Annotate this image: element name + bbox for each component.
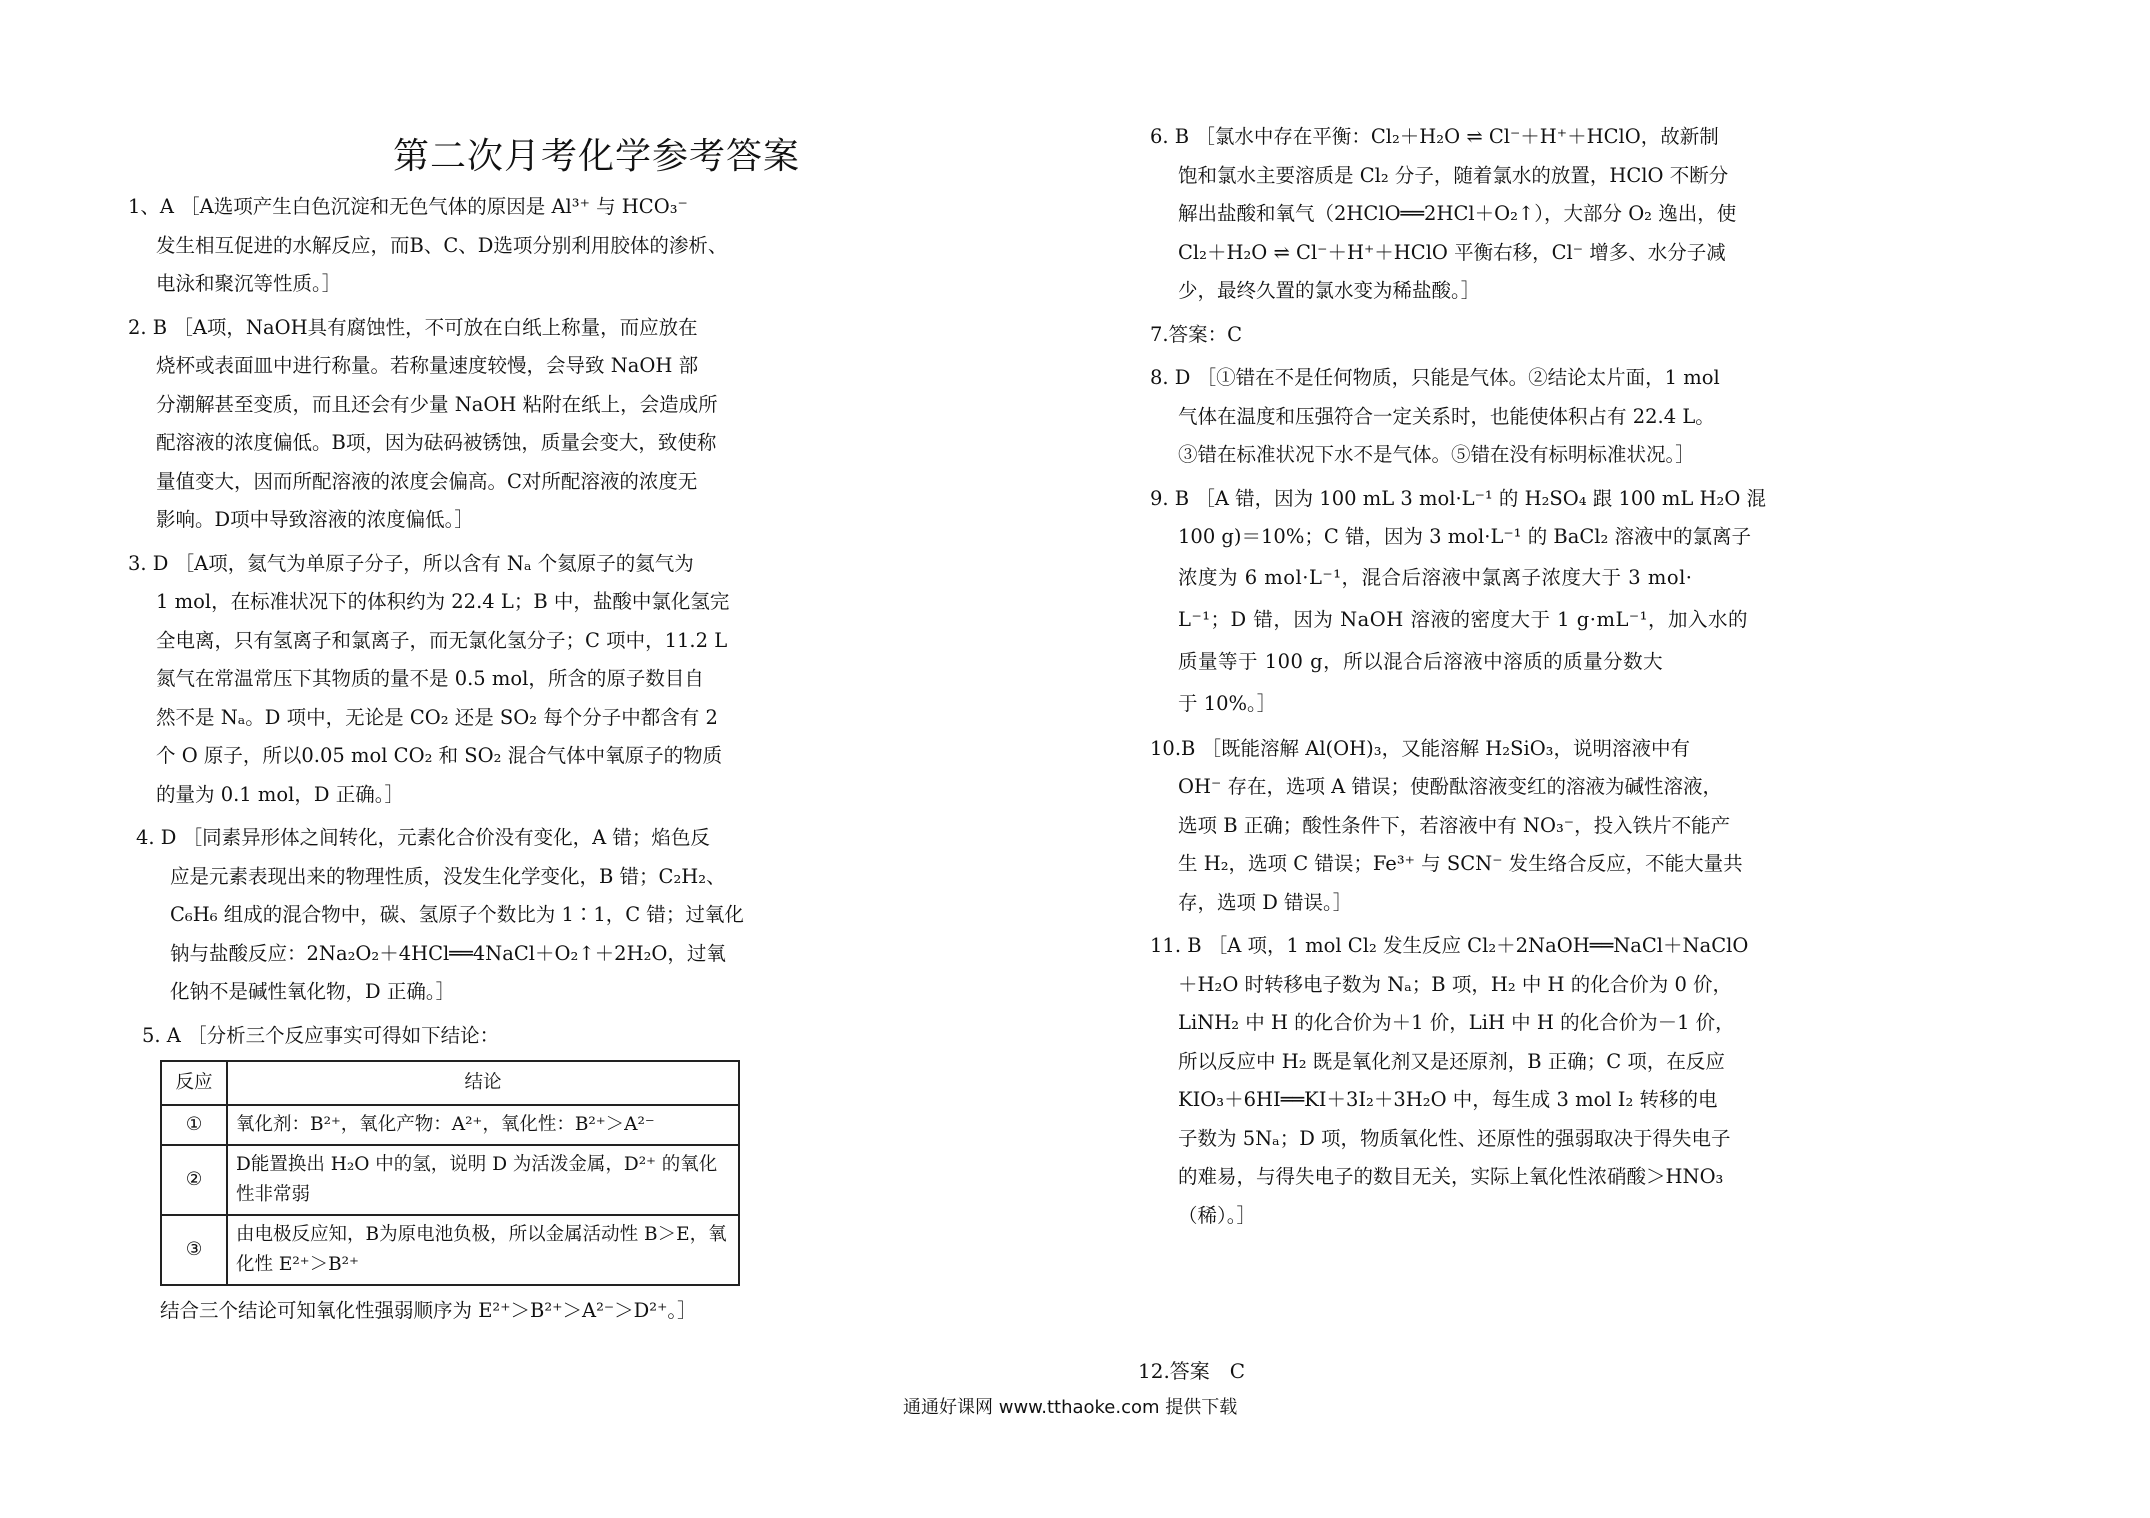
answer-line: 于 10%。］ [1178, 691, 1277, 715]
answer-line: 全电离，只有氢离子和氯离子，而无氯化氢分子；C 项中，11.2 L [156, 628, 728, 652]
answer-5 [128, 1017, 748, 1056]
answer-1 [128, 188, 748, 304]
answer-line: 9. B ［A 错，因为 100 mL 3 mol·L⁻¹ 的 H₂SO₄ 跟 100 mL H₂O 混 [1150, 486, 1767, 510]
answer-line: 5. A ［分析三个反应事实可得如下结论： [142, 1023, 500, 1047]
answer-line: Cl₂＋H₂O ⇌ Cl⁻＋H⁺＋HClO 平衡右移，Cl⁻ 增多、水分子减 [1178, 240, 1726, 264]
answer-line: 11. B ［A 项，1 mol Cl₂ 发生反应 Cl₂＋2NaOH══NaCl＋NaClO [1150, 934, 1749, 957]
right-column [1150, 118, 1780, 1240]
answer-line: 6. B ［氯水中存在平衡：Cl₂＋H₂O ⇌ Cl⁻＋H⁺＋HClO，故新制 [1150, 125, 1719, 148]
answer-line: 4. D ［同素异形体之间转化，元素化合价没有变化，A 错；焰色反 [136, 826, 710, 849]
answer-line: ＋H₂O 时转移电子数为 Nₐ；B 项，H₂ 中 H 的化合价为 0 价， [1178, 972, 1733, 996]
answer-line: 量值变大，因而所配溶液的浓度会偏高。C对所配溶液的浓度无 [156, 469, 698, 493]
answer-line: 7.答案：C [1150, 322, 1243, 346]
answer-9 [1150, 480, 1780, 725]
answer-line: 存，选项 D 错误。］ [1178, 890, 1353, 914]
answer-line: 解出盐酸和氧气（2HClO══2HCl＋O₂↑），大部分 O₂ 逸出，使 [1178, 202, 1737, 225]
answer-line: 的难易，与得失电子的数目无关，实际上氧化性浓硝酸＞HNO₃ [1178, 1165, 1724, 1188]
answer-line: 饱和氯水主要溶质是 Cl₂ 分子，随着氯水的放置，HClO 不断分 [1178, 163, 1729, 187]
answer-line: 1 mol，在标准状况下的体积约为 22.4 L；B 中，盐酸中氯化氢完 [156, 590, 730, 613]
table-row [161, 1145, 739, 1215]
answer-line: 分潮解甚至变质，而且还会有少量 NaOH 粘附在纸上，会造成所 [156, 392, 718, 416]
answer-line: L⁻¹；D 错，因为 NaOH 溶液的密度大于 1 g·mL⁻¹，加入水的 [1178, 607, 1749, 631]
answer-line: C₆H₆ 组成的混合物中，碳、氢原子个数比为 1∶1，C 错；过氧化 [170, 903, 744, 926]
table-cell-text: 氧化剂：B²⁺，氧化产物：A²⁺，氧化性：B²⁺＞A²⁻ [227, 1105, 739, 1145]
table-header: 反应 [161, 1061, 227, 1105]
table-cell-index: ① [161, 1105, 227, 1145]
answer-2 [128, 309, 748, 540]
answer-line: 气体在温度和压强符合一定关系时，也能使体积占有 22.4 L。 [1178, 404, 1715, 428]
table-header-row [161, 1061, 739, 1105]
table-header: 结论 [227, 1061, 739, 1105]
conclusion-table [160, 1060, 740, 1286]
table-cell-index: ② [161, 1145, 227, 1215]
answer-line: ③错在标准状况下水不是气体。⑤错在没有标明标准状况。］ [1178, 443, 1695, 466]
answer-line: 3. D ［A项，氦气为单原子分子，所以含有 Nₐ 个氦原子的氦气为 [128, 551, 694, 575]
answer-line: （稀）。］ [1178, 1203, 1257, 1227]
answer-8 [1150, 359, 1780, 475]
answer-10 [1150, 730, 1780, 923]
left-column [128, 188, 748, 1331]
answer-11 [1150, 927, 1780, 1235]
answer-line: 的量为 0.1 mol，D 正确。］ [156, 782, 404, 806]
answer-line: 浓度为 6 mol·L⁻¹，混合后溶液中氯离子浓度大于 3 mol· [1178, 565, 1693, 589]
answer-line: 配溶液的浓度偏低。B项，因为砝码被锈蚀，质量会变大，致使称 [156, 431, 717, 454]
answer-line: LiNH₂ 中 H 的化合价为＋1 价，LiH 中 H 的化合价为－1 价， [1178, 1011, 1735, 1034]
answer-line: 氮气在常温常压下其物质的量不是 0.5 mol，所含的原子数目自 [156, 667, 704, 690]
answer-line: 钠与盐酸反应：2Na₂O₂＋4HCl══4NaCl＋O₂↑＋2H₂O，过氧 [170, 941, 726, 965]
answer-line: 影响。D项中导致溶液的浓度偏低。］ [156, 508, 474, 531]
answer-line: 个 O 原子，所以0.05 mol CO₂ 和 SO₂ 混合气体中氧原子的物质 [156, 744, 723, 767]
footer-credit: 通通好课网 www.tthaoke.com 提供下载 [903, 1397, 1238, 1418]
table-row [161, 1105, 739, 1145]
answer-line: KIO₃＋6HI══KI＋3I₂＋3H₂O 中，每生成 3 mol I₂ 转移的电 [1178, 1088, 1718, 1111]
answer-line: 1、A ［A选项产生白色沉淀和无色气体的原因是 Al³⁺ 与 HCO₃⁻ [128, 195, 688, 218]
answer-7 [1150, 316, 1780, 355]
table-cell-text: 由电极反应知，B为原电池负极，所以金属活动性 B＞E，氧化性 E²⁺＞B²⁺ [227, 1215, 739, 1285]
answer-line: 化钠不是碱性氧化物，D 正确。］ [170, 980, 456, 1003]
answer-3 [128, 545, 748, 815]
table-conclusion: 结合三个结论可知氧化性强弱顺序为 E²⁺＞B²⁺＞A²⁻＞D²⁺。］ [160, 1299, 697, 1322]
table-row [161, 1215, 739, 1285]
answer-line: 烧杯或表面皿中进行称量。若称量速度较慢，会导致 NaOH 部 [156, 354, 699, 377]
answer-line: 10.B ［既能溶解 Al(OH)₃，又能溶解 H₂SiO₃，说明溶液中有 [1150, 736, 1691, 760]
table-cell-index: ③ [161, 1215, 227, 1285]
answer-line: 所以反应中 H₂ 既是氧化剂又是还原剂，B 正确；C 项，在反应 [1178, 1049, 1725, 1073]
answer-line: 应是元素表现出来的物理性质，没发生化学变化，B 错；C₂H₂、 [170, 864, 726, 888]
answer-line: 电泳和聚沉等性质。］ [156, 272, 342, 295]
answer-line: 100 g)＝10%；C 错，因为 3 mol·L⁻¹ 的 BaCl₂ 溶液中的氯离子 [1178, 525, 1752, 548]
answer-12: 12.答案 C [1138, 1359, 1246, 1383]
answer-6 [1150, 118, 1780, 311]
answer-line: 然不是 Nₐ。D 项中，无论是 CO₂ 还是 SO₂ 每个分子中都含有 2 [156, 705, 718, 729]
answer-line: OH⁻ 存在，选项 A 错误；使酚酞溶液变红的溶液为碱性溶液， [1178, 775, 1722, 798]
answer-line: 子数为 5Nₐ；D 项，物质氧化性、还原性的强弱取决于得失电子 [1178, 1126, 1731, 1150]
page-title: 第二次月考化学参考答案 [393, 136, 801, 177]
answer-line: 选项 B 正确；酸性条件下，若溶液中有 NO₃⁻，投入铁片不能产 [1178, 813, 1731, 837]
answer-line: 2. B ［A项，NaOH具有腐蚀性，不可放在白纸上称量，而应放在 [128, 315, 698, 339]
answer-line: 8. D ［①错在不是任何物质，只能是气体。②结论太片面，1 mol [1150, 366, 1720, 389]
table-cell-text: D能置换出 H₂O 中的氢，说明 D 为活泼金属，D²⁺ 的氧化性非常弱 [227, 1145, 739, 1215]
answer-line: 生 H₂，选项 C 错误；Fe³⁺ 与 SCN⁻ 发生络合反应，不能大量共 [1178, 852, 1743, 875]
answer-4 [128, 819, 748, 1012]
answer-line: 发生相互促进的水解反应，而B、C、D选项分别利用胶体的渗析、 [156, 233, 728, 257]
answer-line: 少，最终久置的氯水变为稀盐酸。］ [1178, 279, 1481, 302]
answer-line: 质量等于 100 g，所以混合后溶液中溶质的质量分数大 [1178, 649, 1664, 673]
